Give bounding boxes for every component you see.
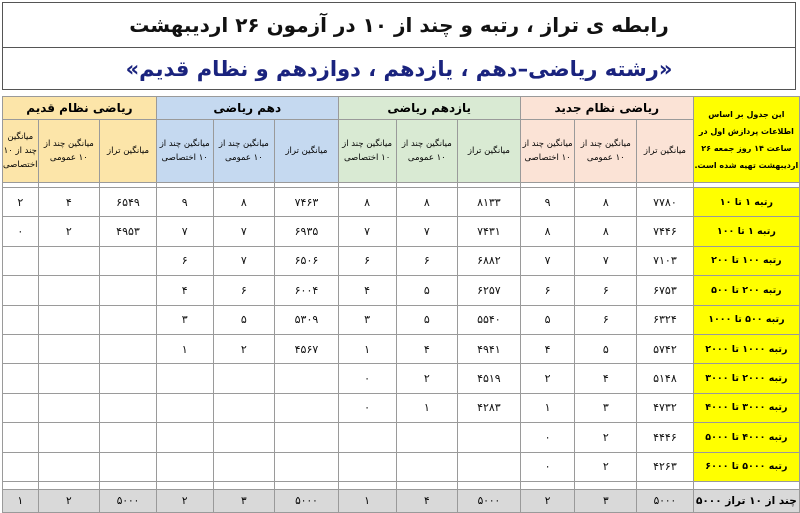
title-box bbox=[2, 2, 796, 90]
table-cell: ۷ bbox=[575, 246, 637, 275]
table-row bbox=[3, 393, 800, 422]
table-cell: ۸ bbox=[520, 217, 575, 246]
table-cell: ۶۸۸۲ bbox=[458, 246, 521, 275]
table-cell bbox=[38, 334, 100, 363]
table-cell: ۸ bbox=[396, 188, 458, 217]
table-note: این جدول بر اساس اطلاعات پردازش اول در ساعت ۱۴ روز جمعه ۲۶ اردیبهشت تهیه شده است. bbox=[693, 97, 799, 183]
table-cell bbox=[100, 246, 157, 275]
table-cell: ۴ bbox=[520, 334, 575, 363]
table-cell: ۰ bbox=[338, 364, 396, 393]
table-cell bbox=[156, 393, 213, 422]
table-cell: ۷۱۰۳ bbox=[637, 246, 694, 275]
table-cell: ۸ bbox=[213, 188, 275, 217]
table-cell: ۴ bbox=[38, 188, 100, 217]
table-cell: ۷ bbox=[213, 217, 275, 246]
table-row bbox=[3, 188, 800, 217]
table-cell bbox=[100, 305, 157, 334]
table-cell bbox=[38, 452, 100, 481]
subheader-old-system-avg-score: میانگین تراز bbox=[100, 120, 157, 183]
table-cell: ۰ bbox=[520, 452, 575, 481]
table-cell: ۵ bbox=[575, 334, 637, 363]
table-cell: ۴ bbox=[338, 276, 396, 305]
table-cell bbox=[213, 364, 275, 393]
summary-cell: ۵۰۰۰ bbox=[637, 489, 694, 512]
table-cell: ۷۴۴۶ bbox=[637, 217, 694, 246]
table-cell: ۴ bbox=[575, 364, 637, 393]
table-cell bbox=[156, 452, 213, 481]
row-label: رتبه ۳۰۰۰ تا ۴۰۰۰ bbox=[693, 393, 799, 422]
subheader-old-system-avg-specialized: میانگین چند از ۱۰ اختصاصی bbox=[3, 120, 39, 183]
table-cell bbox=[38, 423, 100, 452]
table-cell bbox=[3, 423, 39, 452]
summary-row bbox=[3, 489, 800, 512]
table-cell bbox=[3, 452, 39, 481]
table-cell: ۷۴۳۱ bbox=[458, 217, 521, 246]
table-cell: ۵ bbox=[213, 305, 275, 334]
table-cell bbox=[3, 305, 39, 334]
table-cell: ۳ bbox=[338, 305, 396, 334]
table-cell: ۷ bbox=[396, 217, 458, 246]
summary-cell: ۱ bbox=[338, 489, 396, 512]
table-cell: ۴۵۶۷ bbox=[275, 334, 339, 363]
table-cell bbox=[213, 452, 275, 481]
table-cell: ۰ bbox=[338, 393, 396, 422]
table-cell: ۴۹۵۳ bbox=[100, 217, 157, 246]
summary-cell: ۳ bbox=[213, 489, 275, 512]
summary-cell: ۵۰۰۰ bbox=[458, 489, 521, 512]
table-cell: ۰ bbox=[3, 217, 39, 246]
table-cell: ۴۲۸۳ bbox=[458, 393, 521, 422]
table-cell: ۱ bbox=[396, 393, 458, 422]
summary-cell: ۵۰۰۰ bbox=[275, 489, 339, 512]
subheader-grade-10-avg-score: میانگین تراز bbox=[275, 120, 339, 183]
data-table bbox=[2, 96, 800, 513]
table-cell: ۷ bbox=[156, 217, 213, 246]
table-cell bbox=[275, 393, 339, 422]
subheader-grade-10-avg-specialized: میانگین چند از ۱۰ اختصاصی bbox=[156, 120, 213, 183]
table-cell: ۸ bbox=[575, 217, 637, 246]
table-cell: ۵۵۴۰ bbox=[458, 305, 521, 334]
table-row bbox=[3, 423, 800, 452]
summary-cell: ۵۰۰۰ bbox=[100, 489, 157, 512]
subheader-grade-11-avg-score: میانگین تراز bbox=[458, 120, 521, 183]
subheader-grade-11-avg-specialized: میانگین چند از ۱۰ اختصاصی bbox=[338, 120, 396, 183]
table-cell: ۰ bbox=[520, 423, 575, 452]
table-cell: ۴ bbox=[396, 334, 458, 363]
subheader-new-system-avg-specialized: میانگین چند از ۱۰ اختصاصی bbox=[520, 120, 575, 183]
table-cell: ۶ bbox=[575, 305, 637, 334]
table-cell bbox=[100, 423, 157, 452]
table-cell bbox=[458, 423, 521, 452]
table-cell bbox=[100, 452, 157, 481]
table-cell: ۷ bbox=[338, 217, 396, 246]
table-cell bbox=[156, 423, 213, 452]
table-cell: ۸۱۳۳ bbox=[458, 188, 521, 217]
row-label: رتبه ۱۰۰۰ تا ۲۰۰۰ bbox=[693, 334, 799, 363]
table-cell bbox=[3, 276, 39, 305]
table-cell: ۴۷۳۲ bbox=[637, 393, 694, 422]
table-cell bbox=[38, 393, 100, 422]
subheader-grade-11-avg-general: میانگین چند از ۱۰ عمومی bbox=[396, 120, 458, 183]
group-header-grade-10: دهم ریاضی bbox=[156, 97, 338, 120]
table-cell: ۶۳۲۴ bbox=[637, 305, 694, 334]
table-cell: ۵۱۴۸ bbox=[637, 364, 694, 393]
table-cell bbox=[38, 246, 100, 275]
table-cell bbox=[275, 423, 339, 452]
table-cell bbox=[100, 334, 157, 363]
table-cell: ۹ bbox=[156, 188, 213, 217]
table-cell bbox=[3, 246, 39, 275]
table-cell: ۵۳۰۹ bbox=[275, 305, 339, 334]
table-cell bbox=[275, 364, 339, 393]
row-label: رتبه ۱ تا ۱۰۰ bbox=[693, 217, 799, 246]
table-row bbox=[3, 364, 800, 393]
table-cell: ۶ bbox=[575, 276, 637, 305]
subheader-new-system-avg-general: میانگین چند از ۱۰ عمومی bbox=[575, 120, 637, 183]
table-row bbox=[3, 305, 800, 334]
table-cell: ۲ bbox=[520, 364, 575, 393]
subheader-old-system-avg-general: میانگین چند از ۱۰ عمومی bbox=[38, 120, 100, 183]
table-cell bbox=[396, 423, 458, 452]
table-cell: ۳ bbox=[575, 393, 637, 422]
table-cell: ۴۴۴۶ bbox=[637, 423, 694, 452]
table-cell: ۶ bbox=[396, 246, 458, 275]
table-cell: ۶ bbox=[213, 276, 275, 305]
table-cell: ۲ bbox=[3, 188, 39, 217]
table-cell: ۴ bbox=[156, 276, 213, 305]
group-header-old-system: ریاضی نظام قدیم bbox=[3, 97, 157, 120]
table-cell bbox=[458, 452, 521, 481]
table-row bbox=[3, 276, 800, 305]
table-cell: ۵ bbox=[520, 305, 575, 334]
row-label: رتبه ۲۰۰ تا ۵۰۰ bbox=[693, 276, 799, 305]
table-cell: ۶۵۰۶ bbox=[275, 246, 339, 275]
table-cell: ۷۴۶۳ bbox=[275, 188, 339, 217]
table-row bbox=[3, 334, 800, 363]
table-cell bbox=[38, 305, 100, 334]
summary-cell: ۱ bbox=[3, 489, 39, 512]
title-line-1: رابطه ی تراز ، رتبه و چند از ۱۰ در آزمون ۲۶ اردیبهشت bbox=[129, 13, 669, 37]
table-cell bbox=[3, 393, 39, 422]
table-cell: ۷۷۸۰ bbox=[637, 188, 694, 217]
table-cell: ۶۹۳۵ bbox=[275, 217, 339, 246]
table-cell bbox=[38, 276, 100, 305]
table-cell: ۵ bbox=[396, 276, 458, 305]
group-header-new-system: ریاضی نظام جدید bbox=[520, 97, 693, 120]
table-cell: ۷ bbox=[213, 246, 275, 275]
table-cell: ۴۹۴۱ bbox=[458, 334, 521, 363]
summary-cell: ۲ bbox=[38, 489, 100, 512]
group-header-grade-11: یازدهم ریاضی bbox=[338, 97, 520, 120]
table-cell: ۲ bbox=[213, 334, 275, 363]
row-label: رتبه ۱۰۰ تا ۲۰۰ bbox=[693, 246, 799, 275]
table-cell bbox=[3, 364, 39, 393]
table-cell bbox=[338, 452, 396, 481]
table-cell: ۶۵۴۹ bbox=[100, 188, 157, 217]
row-label: رتبه ۵۰۰۰ تا ۶۰۰۰ bbox=[693, 452, 799, 481]
table-cell bbox=[100, 393, 157, 422]
table-cell: ۱ bbox=[338, 334, 396, 363]
table-cell: ۶۲۵۷ bbox=[458, 276, 521, 305]
table-cell bbox=[213, 393, 275, 422]
table-cell bbox=[213, 423, 275, 452]
table-cell: ۲ bbox=[575, 423, 637, 452]
table-cell: ۵۷۴۲ bbox=[637, 334, 694, 363]
table-cell bbox=[100, 276, 157, 305]
row-label: رتبه ۴۰۰۰ تا ۵۰۰۰ bbox=[693, 423, 799, 452]
spacer-row bbox=[3, 481, 800, 489]
table-cell: ۷ bbox=[520, 246, 575, 275]
summary-label: چند از ۱۰ تراز ۵۰۰۰ bbox=[693, 489, 799, 512]
table-cell: ۶۰۰۴ bbox=[275, 276, 339, 305]
table-cell bbox=[100, 364, 157, 393]
title-line-2: «رشته ریاضی–دهم ، یازدهم ، دوازدهم و نظام قدیم» bbox=[125, 57, 673, 81]
table-cell bbox=[275, 452, 339, 481]
summary-cell: ۴ bbox=[396, 489, 458, 512]
table-cell: ۸ bbox=[575, 188, 637, 217]
table-row bbox=[3, 246, 800, 275]
table-cell bbox=[156, 364, 213, 393]
summary-cell: ۲ bbox=[156, 489, 213, 512]
table-cell: ۶۷۵۳ bbox=[637, 276, 694, 305]
table-cell: ۴۲۶۳ bbox=[637, 452, 694, 481]
table-cell: ۶ bbox=[520, 276, 575, 305]
table-row bbox=[3, 217, 800, 246]
summary-cell: ۳ bbox=[575, 489, 637, 512]
table-cell: ۱ bbox=[156, 334, 213, 363]
table-row bbox=[3, 452, 800, 481]
row-label: رتبه ۲۰۰۰ تا ۳۰۰۰ bbox=[693, 364, 799, 393]
table-cell bbox=[3, 334, 39, 363]
table-cell bbox=[38, 364, 100, 393]
table-cell: ۱ bbox=[520, 393, 575, 422]
table-cell: ۵ bbox=[396, 305, 458, 334]
table-cell: ۶ bbox=[338, 246, 396, 275]
table-cell: ۳ bbox=[156, 305, 213, 334]
table-cell bbox=[338, 423, 396, 452]
row-label: رتبه ۱ تا ۱۰ bbox=[693, 188, 799, 217]
summary-cell: ۲ bbox=[520, 489, 575, 512]
table-cell: ۸ bbox=[338, 188, 396, 217]
table-cell: ۲ bbox=[38, 217, 100, 246]
table-cell: ۲ bbox=[575, 452, 637, 481]
table-cell: ۶ bbox=[156, 246, 213, 275]
subheader-new-system-avg-score: میانگین تراز bbox=[637, 120, 694, 183]
table-cell bbox=[396, 452, 458, 481]
table-cell: ۲ bbox=[396, 364, 458, 393]
row-label: رتبه ۵۰۰ تا ۱۰۰۰ bbox=[693, 305, 799, 334]
subheader-grade-10-avg-general: میانگین چند از ۱۰ عمومی bbox=[213, 120, 275, 183]
table-cell: ۴۵۱۹ bbox=[458, 364, 521, 393]
table-cell: ۹ bbox=[520, 188, 575, 217]
